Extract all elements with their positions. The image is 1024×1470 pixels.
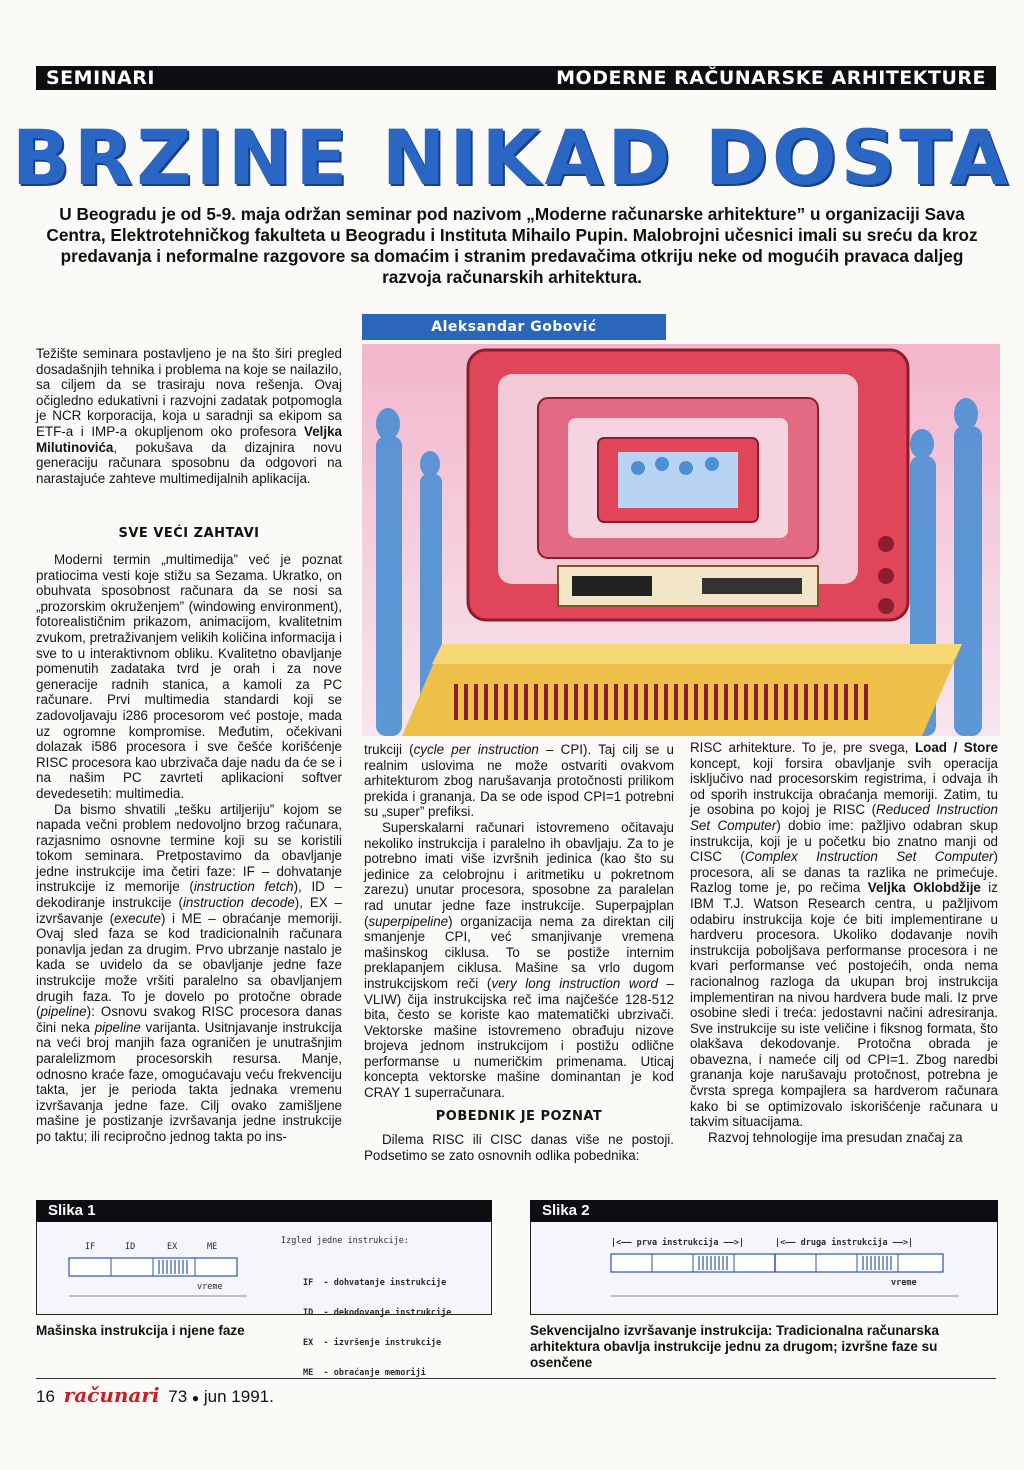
issue-number: 73: [168, 1387, 188, 1406]
paragraph: [36, 802, 342, 1145]
text-run: Da bismo shvatili „tešku artiljeriju” kojom se napada večni problem nedovoljno brzog računara, razjasnimo osnovne termine koji su se koristili tokom seminara. Pretpostavimo da obavljanje jedne instrukcije ima četiri faze: IF – dohvatanje instrukcije iz memorije (: [36, 801, 342, 895]
italic-term: instruction decode: [182, 895, 295, 911]
text-run: koncept, koji forsira obavljanje svih operacija isključivo nad procesorskim registrima, i odvaja ih od sporih instrukcija obraćanja memoriji. Zatim, tu je osobina po kojoj je RISC (: [690, 755, 998, 818]
phase-label: IF: [85, 1242, 96, 1252]
italic-term: pipeline: [40, 1004, 87, 1020]
text-run: iz IBM T.J. Watson Research centra, u pažljivom odabiru instrukcija koje će biti implementirane u hardveru procesora. Ukoliko dodavanje novih instrukcija poboljšava performanse procesora i ne kvari performanse već postojećih, onda nema racionalnog razloga da ukupan broj instrukcija implementiran na nivou hardvera bude mali. Iz prve osobine sledi i treća: jedostavni načini adresiranja. Sve instrukcije su iste veličine i fiksnog formata, što olakšava dekodovanje. Protočna obrada je obavezna, i nameće cilj od CPI=1. Zbog naredbi grananja koje narušavaju protočnost, potrebna je čvrsta sprega kompajlera sa hardverom računara kako bi se optimizovalo iskorišćenje računara u takvim situacijama.: [690, 880, 998, 1130]
section-label: SEMINARI: [46, 67, 155, 89]
intro-text-a: Težište seminara postavljeno je na što širi pregled dosadašnjih tehnika i problema na koje se nailazilo, sa ciljem da se trasiraju nova rešenja. Ovaj očigledno edukativni i razvojni zadatak potpomogla je NCR korporacija, koja u saradnji sa ekipom sa ETF-a i IMP-a okupljenom oko profesora: [36, 346, 342, 439]
phase-label: ME: [207, 1242, 218, 1252]
bullet-separator: ●: [191, 1391, 200, 1405]
text-run: – CPI). Taj cilj se u realnim uslovima ne može ostvariti ovakvom arhitekturom zbog narušavanja protočnosti prilikom prekida i grananja. Da se ode ispod CPI=1 potrebni su „super” prefiksi.: [364, 742, 674, 820]
legend-title: Izgled jedne instrukcije:: [281, 1236, 409, 1246]
text-run: Superskalarni računari istovremeno očitavaju nekoliko instrukcija i paralelno ih obavljaju. Za to je potrebno imati više izvršnih jedinica (kao što su jedinice za celobrojnu i aritmetiku u pokretnom zarezu) unutar procesora, sposobne za paralelan rad unutar jedne faze instrukcije. Superpajplan (: [364, 819, 674, 929]
intro-text-b: , pokušava da dizajnira novu generaciju računara sposobnu da odgovori na narastajuće zahteve multimedijalnih aplikacija.: [36, 439, 342, 486]
text-run: – VLIW) čija instrukcijska reč ima najčešće 128-512 bita, često se koriste kao matematički ubrzivači. Vektorske mašine istovremeno obrađuju nizove brojeva jednom instrukcijom i postižu odlične performanse u numeričkim primenama. Uticaj koncepta vektorske mašine dominantan je kod CRAY 1 superračunara.: [364, 975, 674, 1101]
text-run: trukciji (: [364, 742, 414, 757]
italic-term: instruction fetch: [193, 879, 294, 895]
lead-paragraph: U Beogradu je od 5-9. maja održan seminar pod nazivom „Moderne računarske arhitekture” u organizaciji Sava Centra, Elektrotehničkog fakulteta u Beogradu i Instituta Mihailo Pupin. Malobrojni učesnici imali su sreću da kroz predavanja i neformalne razgovore sa domaćim i stranim predavačima otkriju neke od mogućih pravaca daljeg razvoja računarskih arhitektura.: [46, 204, 978, 287]
folio: [36, 1385, 274, 1408]
paragraph: [364, 820, 674, 1101]
author-bar: Aleksandar Gobović: [362, 314, 666, 340]
text-run: ), EX – izvršavanje (: [36, 895, 342, 926]
figure-1-caption: Mašinska instrukcija i njene faze: [36, 1323, 245, 1338]
phase-bar: [67, 1256, 247, 1304]
topic-label: MODERNE RAČUNARSKE ARHITEKTURE: [556, 67, 986, 89]
magazine-name: računari: [63, 1383, 160, 1407]
time-label: vreme: [891, 1278, 917, 1288]
text-run: RISC arhitekture. To je, pre svega,: [690, 740, 915, 755]
column-3: [690, 740, 998, 1145]
page-footer: [36, 1378, 996, 1407]
italic-term: Complex Instruction Set Computer: [744, 849, 994, 865]
paragraph: [690, 740, 998, 1130]
text-run: ) dobio ime: pažljivo odabran skup instrukcija, koji je u početku bio znatno manji od CISC (: [690, 817, 998, 865]
italic-term: superpipeline: [368, 913, 449, 929]
column-2: [364, 742, 674, 1163]
page-number: 16: [36, 1387, 55, 1406]
italic-term: execute: [114, 910, 161, 926]
phase-legend: [303, 1258, 451, 1398]
paragraph: Razvoj tehnologije ima presudan značaj za: [708, 1129, 963, 1145]
text-run: ) procesora, ali se danas ta razlika ne primećuje. Razlog tome je, po rečima: [690, 849, 998, 896]
column-1-intro: [36, 346, 342, 486]
figure-2: [530, 1200, 998, 1371]
subheading-sve-veci-zahtavi: SVE VEĆI ZAHTAVI: [118, 526, 260, 541]
subheading-pobednik-je-poznat: POBEDNIK JE POZNAT: [435, 1108, 603, 1124]
legend-item: EX - izvršenje instrukcije: [303, 1338, 442, 1348]
figure-2-diagram: [530, 1222, 998, 1315]
text-run: ) i ME – obraćanje memoriji. Ovaj sled faza se kod tradicionalnih računara ponavlja jedan za drugim. Prvo ubrzanje nastalo je kada se uvidelo da se obavljanje jedne faze instrukcije može vršiti paralelno sa obavljanjem drugih faza. To je dovelo po protočne obrade (: [36, 910, 342, 1020]
figure-2-title: Slika 2: [530, 1200, 998, 1222]
italic-term: pipeline: [94, 1019, 141, 1035]
figure-1: [36, 1200, 492, 1378]
time-label: vreme: [197, 1282, 223, 1292]
issue-date: jun 1991.: [203, 1387, 274, 1406]
text-run: ): Osnovu svakog RISC procesora danas čini neka: [36, 1004, 342, 1035]
bold-term: Load / Store: [915, 740, 998, 755]
text-run: varijanta. Usitnjavanje instrukcija na veći broj manjih faza ograničen je unutrašnjim paralelizmom procesorskih resursa. Manje, odnosno kraće faze, omogućavaju veću frekvenciju takta, jer je perioda takta jednaka vremenu izvršavanja jedne faze. Cilj ovako zamišljene mašine je postizanje izvršavanja jedne instrukcije po taktu; ili recipročno jednog takta po ins-: [36, 1019, 342, 1144]
italic-term: cycle per instruction: [413, 742, 539, 757]
intro-paragraph: [36, 346, 342, 486]
italic-term: Reduced Instruction Set Computer: [690, 802, 998, 833]
headline: BRZINE NIKAD DOSTA: [11, 113, 1013, 202]
bold-name: Veljka Oklobdžije: [867, 880, 981, 896]
figure-2-caption: Sekvencijalno izvršavanje instrukcija: Tradicionalna računarska arhitektura obavlja instrukcije jednu za drugom; izvršne faze su osenčene: [530, 1323, 939, 1370]
figure-1-title: Slika 1: [36, 1200, 492, 1222]
text-run: ), ID – dekodiranje instrukcije (: [36, 879, 342, 911]
paragraph: Moderni termin „multimedija” već je poznat pratiocima vesti koje stižu sa Sezama. Ukratko, on obuhvata sposobnost računara da se nosi sa „prozorskim okruženjem” (windowing environment), fotorealističnim prikazom, animacijom, kvalitetnim zvukom, pretraživanjem velikih količina informacija i sve to u interaktivnom obliku. Kvalitetno obavljanje pomenutih zadataka tvrd je orah i za nove generacije radnih stanica, a kamoli za PC računare. Prvi multimedia standardi koji se zadovoljavaju i286 procesorom već postoje, mada uz ogromne kompromise. Međutim, očekivani dolazak i586 procesora i sve češće korišćenje RISC procesora kao ubrzivača daje nadu da će se i na našim PC zavrteti aplikacioni softver devedesetih: multimedia.: [36, 552, 342, 801]
paragraph: [364, 742, 674, 820]
computer-illustration: [362, 344, 1000, 736]
text-run: ) organizacija nema za direktan cilj smanjenje CPI, već smanjivanje vremena mašinskog ciklusa. To se postiže internim preklapanjem ciklusa. Mašine sa vrlo dugom instrukcijskom reči (: [364, 913, 674, 991]
sequential-bar: [609, 1252, 969, 1302]
legend-item: IF - dohvatanje instrukcije: [303, 1278, 447, 1288]
italic-term: very long instruction word: [491, 975, 658, 991]
phase-label: EX: [167, 1242, 178, 1252]
phase-label: ID: [125, 1242, 136, 1252]
intro-name: Veljka Milutinovića: [36, 423, 342, 455]
second-instruction-label: |<—— druga instrukcija ——>|: [775, 1238, 914, 1248]
first-instruction-label: |<—— prva instrukcija ——>|: [611, 1238, 745, 1248]
column-1-body: [36, 552, 342, 1145]
legend-item: ID - dekodovanje instrukcije: [303, 1308, 452, 1318]
legend-item: ME - obraćanje memoriji: [303, 1368, 426, 1378]
paragraph: Dilema RISC ili CISC danas više ne postoji. Podsetimo se zato osnovnih odlika pobednika:: [364, 1132, 674, 1163]
section-bar: [36, 66, 996, 90]
